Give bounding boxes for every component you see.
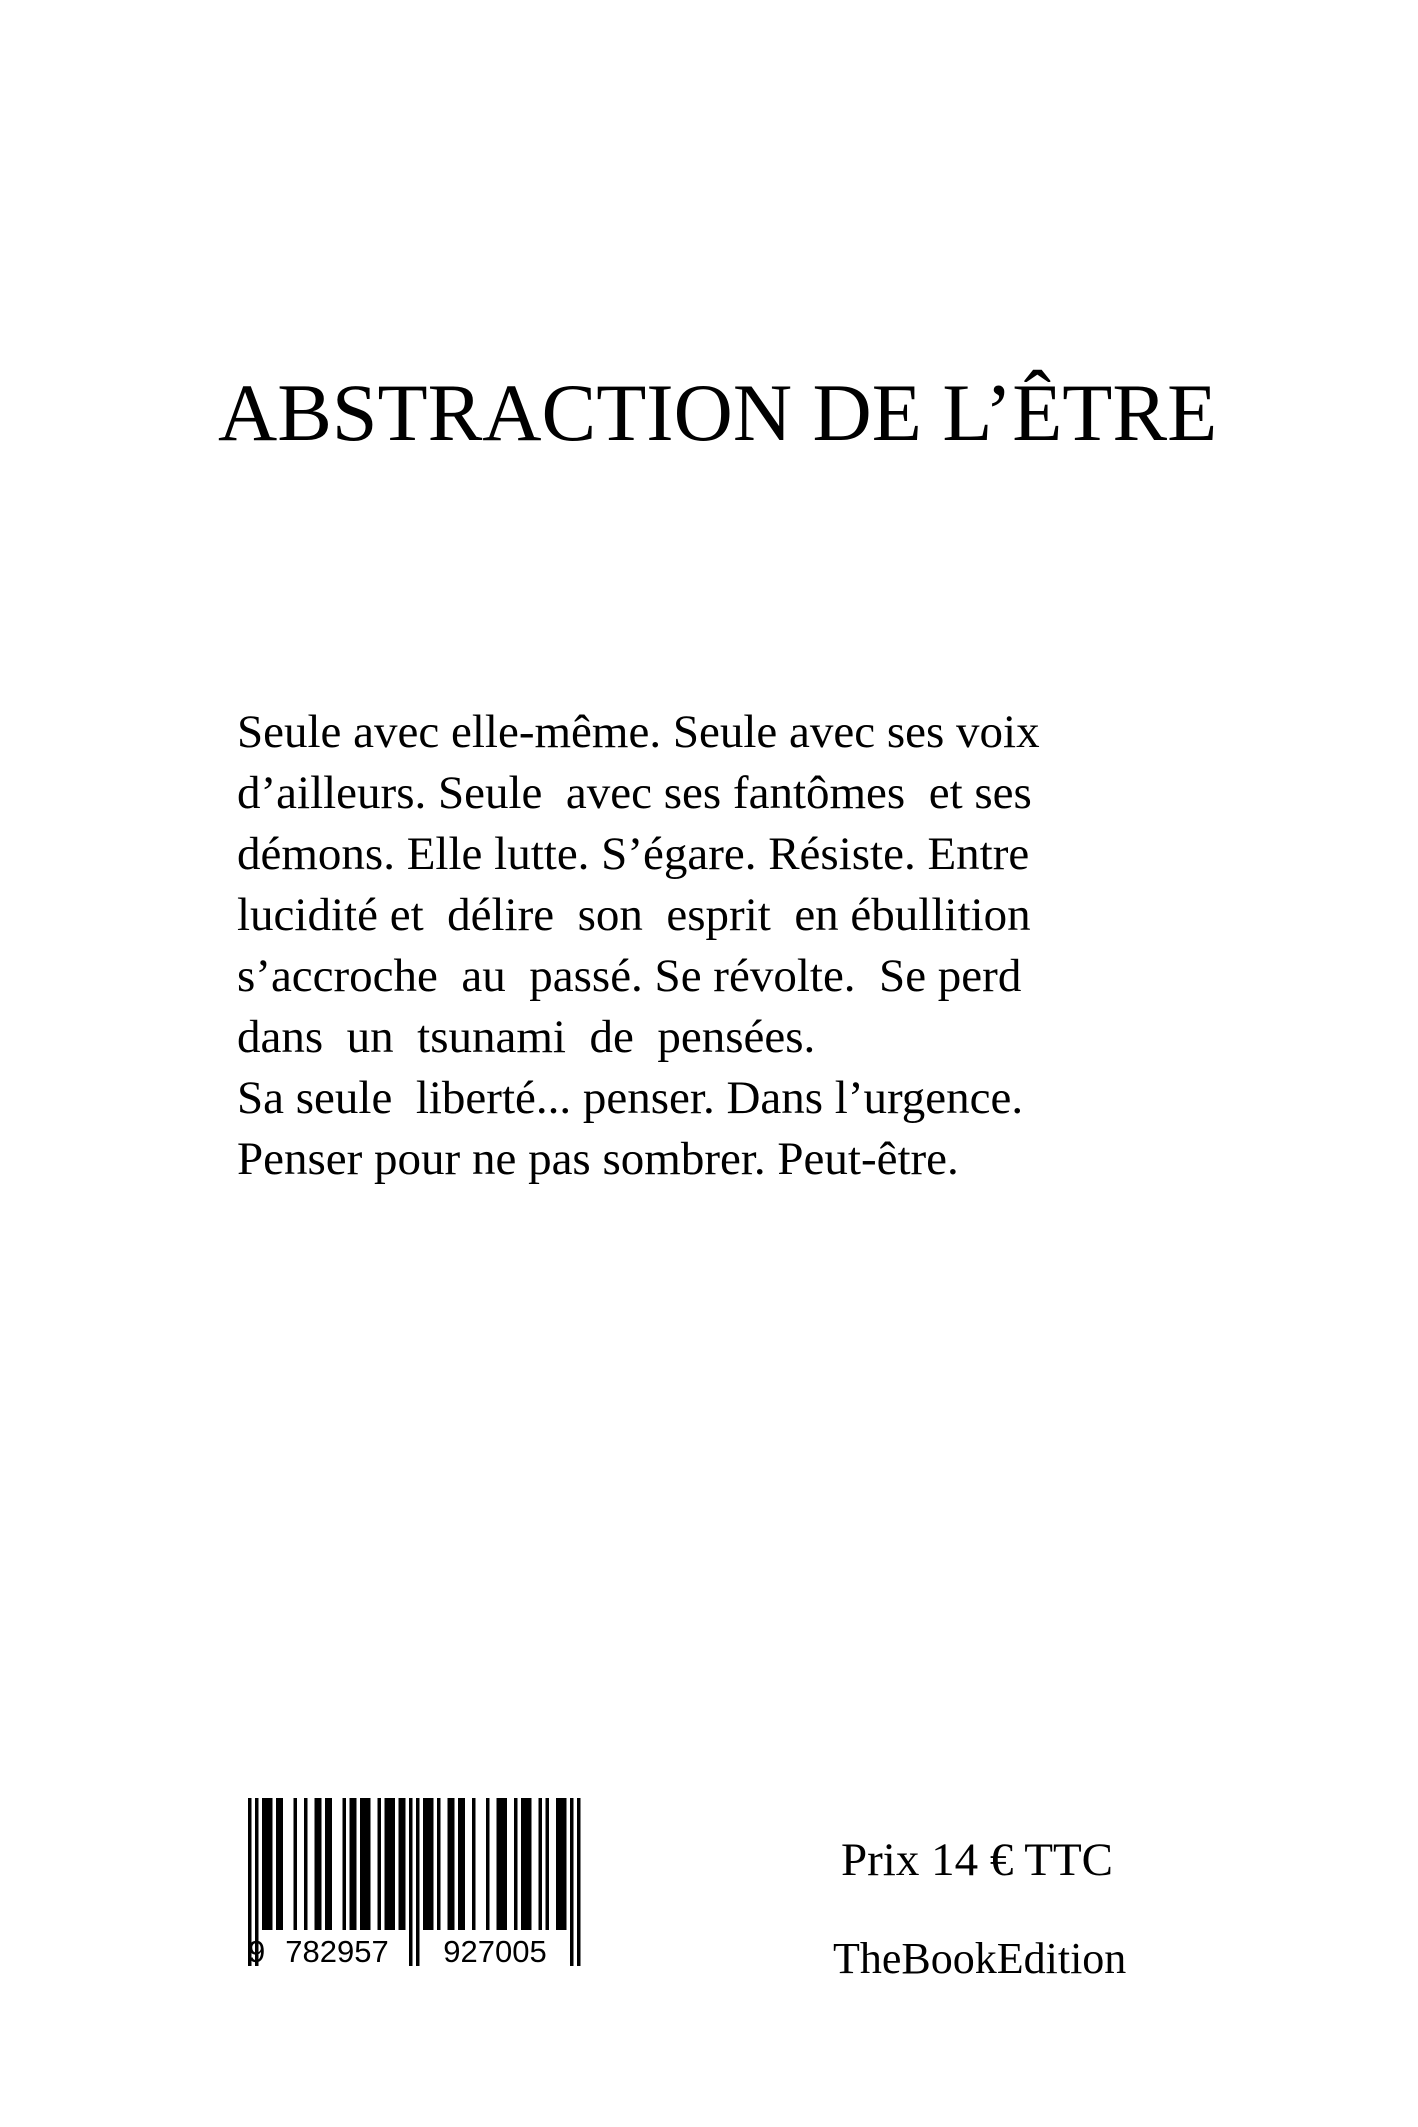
barcode-bar [294, 1798, 298, 1930]
blurb-line: lucidité et délire son esprit en ébullition [237, 889, 1031, 941]
isbn-barcode [244, 1798, 589, 1966]
barcode-bar [266, 1798, 270, 1930]
barcode-bar [385, 1798, 389, 1930]
barcode-bar [430, 1798, 434, 1930]
barcode-bar [504, 1798, 508, 1930]
barcode-digits-right: 927005 [443, 1934, 547, 1966]
barcode-digits-left: 782957 [285, 1934, 389, 1966]
barcode-bar [497, 1798, 501, 1930]
barcode-bar [402, 1798, 406, 1930]
barcode-bar [427, 1798, 431, 1930]
barcode-bar [315, 1798, 319, 1930]
blurb-line: d’ailleurs. Seule avec ses fantômes et ses [237, 767, 1032, 819]
barcode-bar [458, 1798, 462, 1930]
barcode-bar [276, 1798, 280, 1930]
blurb-line: Sa seule liberté... penser. Dans l’urgence. [237, 1072, 1024, 1124]
barcode-bar [329, 1798, 333, 1930]
barcode-bar [462, 1798, 466, 1930]
barcode-bar [353, 1798, 357, 1930]
blurb-line: Seule avec elle-même. Seule avec ses voix [237, 706, 1040, 758]
barcode-bar [423, 1798, 427, 1930]
barcode-bar [546, 1798, 550, 1930]
barcode-bar [525, 1798, 529, 1930]
barcode-bar [269, 1798, 273, 1930]
barcode-bar [364, 1798, 368, 1930]
barcode-bar [378, 1798, 382, 1930]
barcode-bar [563, 1798, 567, 1930]
barcode-bar [350, 1798, 354, 1930]
barcode-guard-bar [570, 1798, 574, 1966]
barcode-bar [560, 1798, 564, 1930]
barcode-bar [472, 1798, 476, 1930]
barcode-bar [556, 1798, 560, 1930]
barcode-bar [514, 1798, 518, 1930]
barcode-bar [451, 1798, 455, 1930]
publisher-name: TheBookEdition [833, 1934, 1127, 1983]
barcode-bar [388, 1798, 392, 1930]
barcode-bar [539, 1798, 543, 1930]
book-title: ABSTRACTION DE L’ÊTRE [218, 367, 1218, 458]
barcode-bar [262, 1798, 266, 1930]
barcode-bar [486, 1798, 490, 1930]
barcode-digit-first: 9 [248, 1934, 266, 1966]
barcode-bar [318, 1798, 322, 1930]
barcode-bar [399, 1798, 403, 1930]
barcode-bar [280, 1798, 284, 1930]
blurb-line: s’accroche au passé. Se révolte. Se perd [237, 950, 1022, 1002]
barcode-bar [521, 1798, 525, 1930]
barcode-bar [437, 1798, 441, 1930]
barcode-bar [343, 1798, 347, 1930]
barcode-bar [500, 1798, 504, 1930]
barcode-guard-bar [577, 1798, 581, 1966]
barcode-bar [392, 1798, 396, 1930]
blurb-line: dans un tsunami de pensées. [237, 1011, 816, 1063]
blurb-line: démons. Elle lutte. S’égare. Résiste. Entre [237, 828, 1030, 880]
barcode-bar [367, 1798, 371, 1930]
barcode-bar [304, 1798, 308, 1930]
price-label: Prix 14 € TTC [841, 1834, 1114, 1886]
back-cover-blurb [237, 702, 1097, 1190]
barcode-bar [360, 1798, 364, 1930]
barcode-guard-bar [416, 1798, 420, 1966]
barcode-bar [528, 1798, 532, 1930]
barcode-guard-bar [409, 1798, 413, 1966]
barcode-bar [448, 1798, 452, 1930]
barcode-bar [325, 1798, 329, 1930]
blurb-line: Penser pour ne pas sombrer. Peut-être. [237, 1133, 959, 1185]
